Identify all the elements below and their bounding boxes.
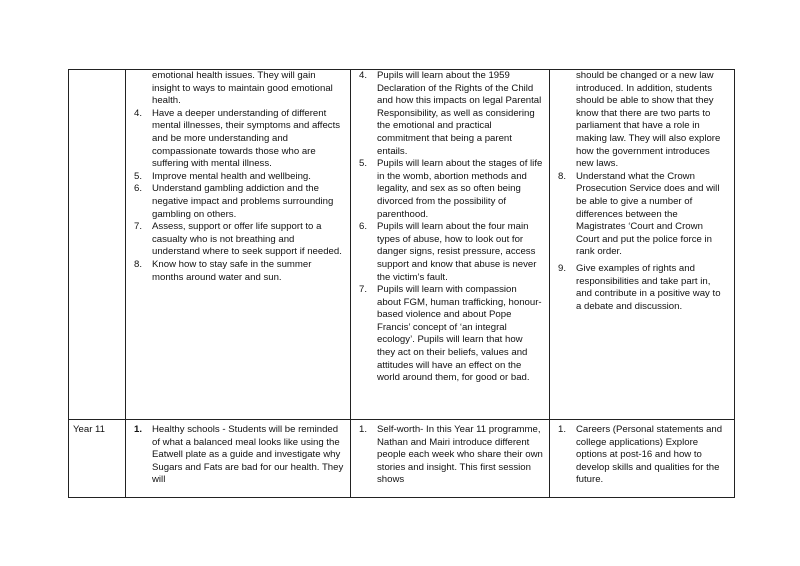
list-item: 7. Assess, support or offer life support to a casualty who is not breathing and understand where to seek support if needed. bbox=[134, 221, 342, 258]
pshe-cell bbox=[126, 70, 351, 420]
re-cell bbox=[351, 70, 550, 420]
pshe-list bbox=[130, 108, 344, 284]
list-item: 1. Careers (Personal statements and college applications) Explore options at post-16 and how to develop skills and qualities for the future. bbox=[558, 424, 723, 486]
citizenship-list bbox=[554, 171, 728, 314]
year-label: Year 11 bbox=[69, 420, 126, 498]
continued-text: emotional health issues. They will gain insight to ways to maintain good emotional health. bbox=[152, 70, 333, 107]
pshe-cell bbox=[126, 420, 351, 498]
list-item: 4. Have a deeper understanding of different mental illnesses, their symptoms and affects and be more understanding and compassionate towards those who are suffering with mental illness. bbox=[134, 107, 341, 170]
re-list bbox=[355, 70, 543, 385]
list-item: 1. Healthy schools - Students will be reminded of what a balanced meal looks like using the Eatwell plate as a guide and investigate why Sugars and Fats are bad for our health. They will bbox=[134, 424, 344, 486]
re-cell bbox=[351, 420, 550, 498]
list-item: 1. Self-worth- In this Year 11 programme, Nathan and Mairi introduce different people each week who share their own stories and insight. This first session shows bbox=[359, 424, 543, 486]
curriculum-table bbox=[68, 69, 735, 498]
list-item: 8. Understand what the Crown Prosecution Service does and will be able to give a number of differences between the Magistrates ‘Court and Crown Court and put the police force in rank order. bbox=[558, 170, 720, 258]
pshe-list bbox=[130, 424, 344, 487]
list-item: 7. Pupils will learn with compassion about FGM, human trafficking, honour-based violence and about Pope Francis’ concept of ‘an integral ecology’. Pupils will learn that how they act on their beliefs, values and attitudes will have an effect on the world around them, for good or bad. bbox=[359, 284, 542, 384]
continued-text: should be changed or a new law introduced. In addition, students should be able to show that they know that there are two parts to parliament that have a role in making law. They will also explore how the government introduces new laws. bbox=[576, 70, 721, 170]
table-row bbox=[69, 420, 735, 498]
citizenship-list bbox=[554, 424, 728, 487]
re-list bbox=[355, 424, 543, 487]
list-item: 5. Pupils will learn about the stages of life in the womb, abortion methods and legality, and sex as so often being divorced from the possibility of parenthood. bbox=[359, 158, 543, 220]
list-item: 6. Pupils will learn about the four main types of abuse, how to look out for danger signs, resist pressure, access support and know that abuse is never the victim’s fault. bbox=[359, 221, 537, 283]
table-row bbox=[69, 70, 735, 420]
list-item: 8. Know how to stay safe in the summer months around water and sun. bbox=[134, 258, 312, 283]
year-cell bbox=[69, 70, 126, 420]
citizenship-cell bbox=[550, 420, 735, 498]
list-item: 5. Improve mental health and wellbeing. bbox=[134, 170, 311, 182]
list-item: 4. Pupils will learn about the 1959 Declaration of the Rights of the Child and how this impacts on legal Parental Responsibility, as well as considering the emotional and practical commitment that being a parent entails. bbox=[359, 70, 542, 157]
citizenship-cell bbox=[550, 70, 735, 420]
list-item: 9. Give examples of rights and responsibilities and take part in, and contribute in a positive way to a debate and discussion. bbox=[558, 262, 721, 312]
list-item: 6. Understand gambling addiction and the negative impact and problems surrounding gambling on others. bbox=[134, 183, 334, 220]
